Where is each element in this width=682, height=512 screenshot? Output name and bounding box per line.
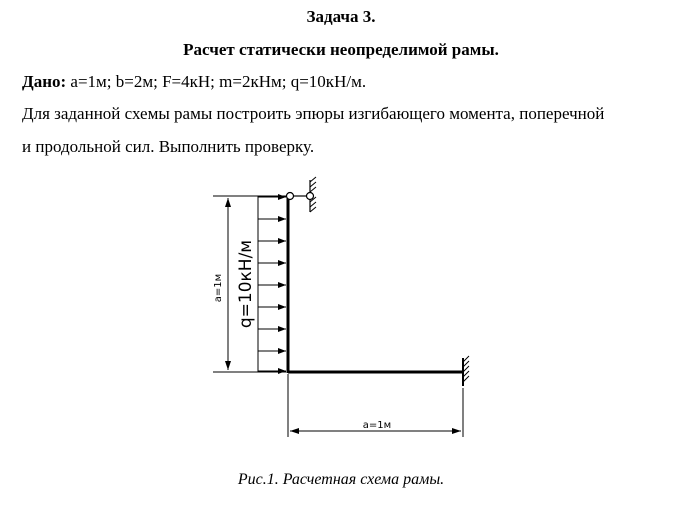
fixed-support	[463, 356, 469, 386]
problem-subtitle: Расчет статически неопределимой рамы.	[183, 40, 499, 59]
pin-support	[287, 177, 317, 212]
task-text-line-1: Для заданной схемы рамы построить эпюры изгибающего момента, поперечной	[22, 104, 605, 123]
vertical-dimension-label: a=1м	[213, 273, 224, 303]
given-values: a=1м; b=2м; F=4кН; m=2кНм; q=10кН/м.	[66, 72, 367, 91]
load-label: q=10кН/м	[236, 239, 256, 329]
given-label: Дано:	[22, 72, 67, 91]
figure-caption: Рис.1. Расчетная схема рамы.	[237, 471, 445, 488]
horizontal-dimension-label: a=1м	[362, 420, 392, 431]
problem-title: Задача 3.	[306, 7, 376, 26]
task-text-line-2: и продольной сил. Выполнить проверку.	[22, 137, 315, 156]
distributed-load-arrows	[258, 197, 286, 371]
